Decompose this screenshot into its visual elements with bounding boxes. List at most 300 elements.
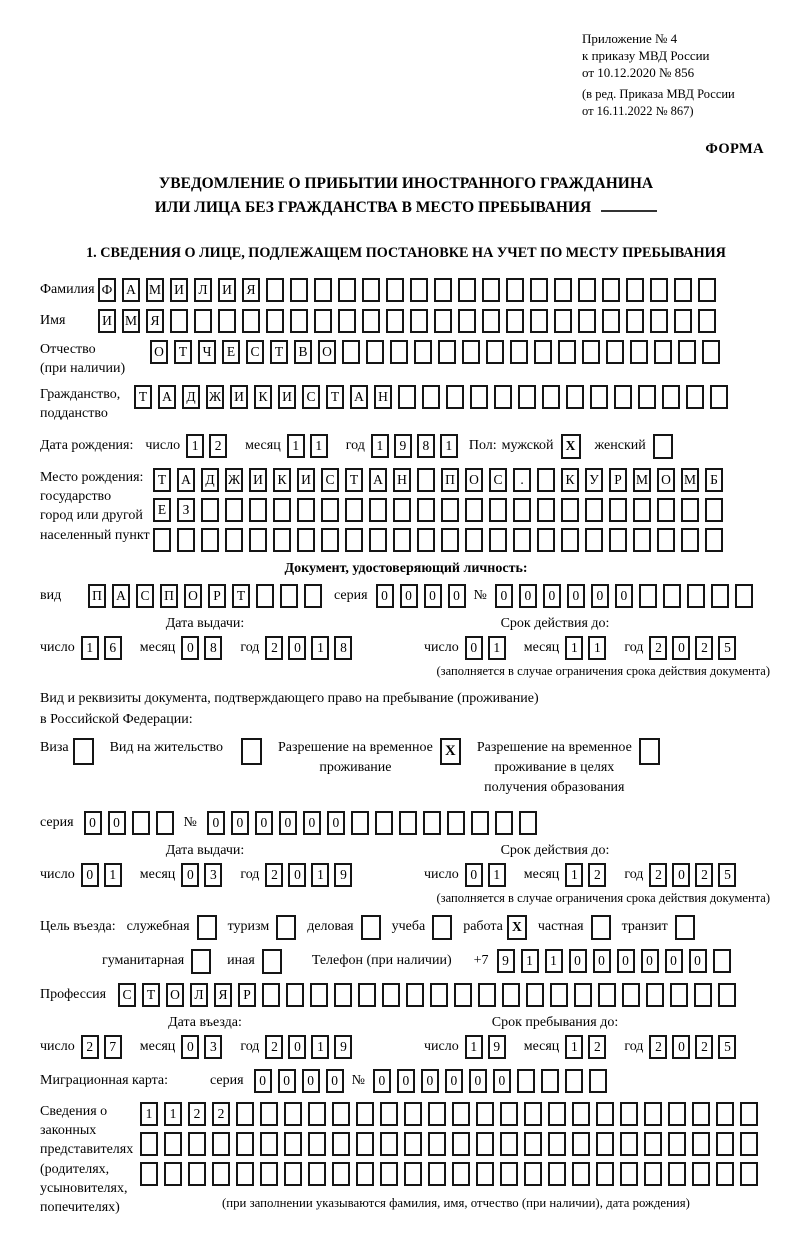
char-cell[interactable]: 2 (695, 636, 713, 660)
char-cell[interactable] (458, 309, 476, 333)
char-cell[interactable] (550, 983, 568, 1007)
char-cell[interactable]: С (246, 340, 264, 364)
char-cell[interactable] (332, 1162, 350, 1186)
char-cell[interactable] (314, 309, 332, 333)
char-cell[interactable] (626, 278, 644, 302)
char-cell[interactable]: О (184, 584, 202, 608)
char-cell[interactable]: 1 (164, 1102, 182, 1126)
char-cell[interactable]: 2 (588, 1035, 606, 1059)
char-cell[interactable]: О (318, 340, 336, 364)
char-cell[interactable] (188, 1162, 206, 1186)
char-cell[interactable] (524, 1132, 542, 1156)
char-cell[interactable]: 0 (376, 584, 394, 608)
char-cell[interactable] (332, 1102, 350, 1126)
char-cell[interactable]: О (465, 468, 483, 492)
char-cell[interactable]: 0 (400, 584, 418, 608)
char-cell[interactable]: 0 (465, 863, 483, 887)
char-cell[interactable] (447, 811, 465, 835)
char-cell[interactable] (386, 278, 404, 302)
char-cell[interactable] (500, 1132, 518, 1156)
char-cell[interactable]: 1 (465, 1035, 483, 1059)
char-cell[interactable] (170, 309, 188, 333)
char-cell[interactable] (399, 811, 417, 835)
char-cell[interactable]: С (321, 468, 339, 492)
char-cell[interactable]: О (657, 468, 675, 492)
char-cell[interactable] (242, 309, 260, 333)
char-cell[interactable]: 1 (186, 434, 204, 458)
char-cell[interactable] (375, 811, 393, 835)
char-cell[interactable]: 2 (265, 1035, 283, 1059)
char-cell[interactable] (441, 528, 459, 552)
char-cell[interactable] (471, 811, 489, 835)
char-cell[interactable]: 0 (108, 811, 126, 835)
char-cell[interactable] (598, 983, 616, 1007)
purpose-other-checkbox[interactable] (262, 949, 282, 974)
char-cell[interactable] (482, 278, 500, 302)
char-cell[interactable]: 9 (334, 863, 352, 887)
char-cell[interactable] (434, 309, 452, 333)
char-cell[interactable] (153, 528, 171, 552)
char-cell[interactable] (362, 309, 380, 333)
char-cell[interactable]: 0 (421, 1069, 439, 1093)
char-cell[interactable] (201, 498, 219, 522)
char-cell[interactable]: 0 (445, 1069, 463, 1093)
char-cell[interactable]: 5 (718, 1035, 736, 1059)
char-cell[interactable]: Р (609, 468, 627, 492)
char-cell[interactable]: М (146, 278, 164, 302)
char-cell[interactable]: 0 (469, 1069, 487, 1093)
char-cell[interactable]: . (513, 468, 531, 492)
char-cell[interactable]: 0 (303, 811, 321, 835)
char-cell[interactable] (519, 811, 537, 835)
char-cell[interactable]: И (278, 385, 296, 409)
char-cell[interactable] (609, 498, 627, 522)
char-cell[interactable]: З (177, 498, 195, 522)
char-cell[interactable] (308, 1132, 326, 1156)
char-cell[interactable]: К (273, 468, 291, 492)
char-cell[interactable] (441, 498, 459, 522)
char-cell[interactable] (446, 385, 464, 409)
char-cell[interactable] (572, 1102, 590, 1126)
char-cell[interactable] (417, 468, 435, 492)
char-cell[interactable]: 0 (591, 584, 609, 608)
char-cell[interactable] (565, 1069, 583, 1093)
char-cell[interactable] (404, 1132, 422, 1156)
char-cell[interactable] (452, 1102, 470, 1126)
char-cell[interactable] (476, 1132, 494, 1156)
char-cell[interactable]: 2 (81, 1035, 99, 1059)
char-cell[interactable] (585, 498, 603, 522)
char-cell[interactable]: 0 (279, 811, 297, 835)
char-cell[interactable] (718, 983, 736, 1007)
char-cell[interactable] (530, 278, 548, 302)
char-cell[interactable]: 0 (181, 863, 199, 887)
char-cell[interactable] (356, 1162, 374, 1186)
purpose-official-checkbox[interactable] (197, 915, 217, 940)
char-cell[interactable] (670, 983, 688, 1007)
char-cell[interactable] (500, 1162, 518, 1186)
char-cell[interactable] (362, 278, 380, 302)
char-cell[interactable] (630, 340, 648, 364)
char-cell[interactable]: Н (374, 385, 392, 409)
char-cell[interactable] (740, 1162, 758, 1186)
char-cell[interactable]: П (88, 584, 106, 608)
char-cell[interactable]: 0 (615, 584, 633, 608)
char-cell[interactable] (678, 340, 696, 364)
char-cell[interactable] (382, 983, 400, 1007)
char-cell[interactable] (297, 528, 315, 552)
char-cell[interactable] (280, 584, 298, 608)
char-cell[interactable] (380, 1102, 398, 1126)
char-cell[interactable]: М (681, 468, 699, 492)
char-cell[interactable]: С (118, 983, 136, 1007)
char-cell[interactable]: И (249, 468, 267, 492)
char-cell[interactable] (530, 309, 548, 333)
temp-residence-checkbox[interactable]: X (440, 738, 461, 765)
char-cell[interactable] (212, 1132, 230, 1156)
char-cell[interactable] (548, 1132, 566, 1156)
char-cell[interactable] (212, 1162, 230, 1186)
char-cell[interactable]: Б (705, 468, 723, 492)
char-cell[interactable] (716, 1132, 734, 1156)
char-cell[interactable] (639, 584, 657, 608)
char-cell[interactable] (510, 340, 528, 364)
char-cell[interactable] (657, 498, 675, 522)
char-cell[interactable] (260, 1132, 278, 1156)
char-cell[interactable] (358, 983, 376, 1007)
char-cell[interactable]: 0 (327, 811, 345, 835)
char-cell[interactable] (518, 385, 536, 409)
char-cell[interactable] (470, 385, 488, 409)
char-cell[interactable]: 0 (665, 949, 683, 973)
char-cell[interactable] (225, 498, 243, 522)
char-cell[interactable]: Т (134, 385, 152, 409)
char-cell[interactable]: Е (222, 340, 240, 364)
char-cell[interactable]: Т (345, 468, 363, 492)
char-cell[interactable] (606, 340, 624, 364)
char-cell[interactable]: 0 (81, 863, 99, 887)
char-cell[interactable]: 2 (209, 434, 227, 458)
char-cell[interactable] (668, 1102, 686, 1126)
char-cell[interactable] (590, 385, 608, 409)
char-cell[interactable] (406, 983, 424, 1007)
char-cell[interactable]: 2 (649, 1035, 667, 1059)
temp-residence-education-checkbox[interactable] (639, 738, 660, 765)
char-cell[interactable] (574, 983, 592, 1007)
char-cell[interactable] (561, 528, 579, 552)
char-cell[interactable]: Д (201, 468, 219, 492)
char-cell[interactable]: 2 (188, 1102, 206, 1126)
char-cell[interactable] (398, 385, 416, 409)
char-cell[interactable] (633, 498, 651, 522)
char-cell[interactable]: 0 (181, 1035, 199, 1059)
char-cell[interactable] (458, 278, 476, 302)
char-cell[interactable] (321, 528, 339, 552)
char-cell[interactable]: 2 (695, 863, 713, 887)
char-cell[interactable] (273, 498, 291, 522)
char-cell[interactable] (266, 278, 284, 302)
char-cell[interactable] (482, 309, 500, 333)
char-cell[interactable] (554, 309, 572, 333)
char-cell[interactable]: 0 (84, 811, 102, 835)
char-cell[interactable] (686, 385, 704, 409)
char-cell[interactable]: Р (208, 584, 226, 608)
char-cell[interactable] (644, 1162, 662, 1186)
char-cell[interactable] (332, 1132, 350, 1156)
sex-female-checkbox[interactable] (653, 434, 673, 459)
char-cell[interactable] (489, 498, 507, 522)
char-cell[interactable] (177, 528, 195, 552)
char-cell[interactable]: Т (174, 340, 192, 364)
char-cell[interactable] (393, 528, 411, 552)
char-cell[interactable] (140, 1162, 158, 1186)
char-cell[interactable] (434, 278, 452, 302)
char-cell[interactable]: 0 (593, 949, 611, 973)
char-cell[interactable] (386, 309, 404, 333)
char-cell[interactable]: 2 (588, 863, 606, 887)
char-cell[interactable] (310, 983, 328, 1007)
char-cell[interactable] (417, 528, 435, 552)
char-cell[interactable]: 0 (569, 949, 587, 973)
char-cell[interactable] (596, 1102, 614, 1126)
char-cell[interactable]: 1 (565, 636, 583, 660)
char-cell[interactable]: И (230, 385, 248, 409)
char-cell[interactable]: 0 (689, 949, 707, 973)
char-cell[interactable] (156, 811, 174, 835)
char-cell[interactable] (537, 528, 555, 552)
purpose-tourism-checkbox[interactable] (276, 915, 296, 940)
char-cell[interactable] (558, 340, 576, 364)
char-cell[interactable] (428, 1102, 446, 1126)
char-cell[interactable]: Л (194, 278, 212, 302)
char-cell[interactable] (681, 498, 699, 522)
char-cell[interactable] (369, 498, 387, 522)
char-cell[interactable]: О (150, 340, 168, 364)
char-cell[interactable]: 1 (310, 434, 328, 458)
char-cell[interactable] (668, 1162, 686, 1186)
char-cell[interactable] (554, 278, 572, 302)
purpose-humanitarian-checkbox[interactable] (191, 949, 211, 974)
char-cell[interactable]: Ф (98, 278, 116, 302)
char-cell[interactable]: П (160, 584, 178, 608)
char-cell[interactable] (266, 309, 284, 333)
char-cell[interactable] (393, 498, 411, 522)
char-cell[interactable] (236, 1162, 254, 1186)
char-cell[interactable]: М (122, 309, 140, 333)
char-cell[interactable] (711, 584, 729, 608)
char-cell[interactable] (342, 340, 360, 364)
char-cell[interactable] (462, 340, 480, 364)
char-cell[interactable] (646, 983, 664, 1007)
char-cell[interactable] (249, 528, 267, 552)
char-cell[interactable] (284, 1132, 302, 1156)
char-cell[interactable]: Т (232, 584, 250, 608)
char-cell[interactable] (465, 498, 483, 522)
char-cell[interactable] (572, 1132, 590, 1156)
char-cell[interactable] (423, 811, 441, 835)
char-cell[interactable] (566, 385, 584, 409)
purpose-study-checkbox[interactable] (432, 915, 452, 940)
char-cell[interactable]: К (561, 468, 579, 492)
char-cell[interactable] (236, 1102, 254, 1126)
char-cell[interactable] (428, 1162, 446, 1186)
char-cell[interactable]: 1 (565, 1035, 583, 1059)
char-cell[interactable]: И (297, 468, 315, 492)
purpose-private-checkbox[interactable] (591, 915, 611, 940)
char-cell[interactable]: 9 (334, 1035, 352, 1059)
char-cell[interactable] (404, 1162, 422, 1186)
char-cell[interactable] (650, 309, 668, 333)
char-cell[interactable] (506, 309, 524, 333)
char-cell[interactable]: 0 (254, 1069, 272, 1093)
char-cell[interactable] (314, 278, 332, 302)
char-cell[interactable] (297, 498, 315, 522)
char-cell[interactable]: С (489, 468, 507, 492)
char-cell[interactable] (494, 385, 512, 409)
char-cell[interactable] (541, 1069, 559, 1093)
char-cell[interactable]: 0 (302, 1069, 320, 1093)
char-cell[interactable] (620, 1102, 638, 1126)
char-cell[interactable] (304, 584, 322, 608)
char-cell[interactable]: 3 (204, 863, 222, 887)
char-cell[interactable] (705, 498, 723, 522)
char-cell[interactable]: Я (214, 983, 232, 1007)
char-cell[interactable]: 1 (81, 636, 99, 660)
purpose-work-checkbox[interactable]: X (507, 915, 527, 940)
char-cell[interactable]: 1 (488, 863, 506, 887)
char-cell[interactable]: 2 (212, 1102, 230, 1126)
char-cell[interactable]: 8 (417, 434, 435, 458)
char-cell[interactable] (537, 468, 555, 492)
char-cell[interactable]: А (122, 278, 140, 302)
char-cell[interactable] (620, 1132, 638, 1156)
char-cell[interactable]: Е (153, 498, 171, 522)
char-cell[interactable] (351, 811, 369, 835)
char-cell[interactable]: Д (182, 385, 200, 409)
char-cell[interactable] (476, 1102, 494, 1126)
char-cell[interactable] (410, 309, 428, 333)
char-cell[interactable]: 1 (565, 863, 583, 887)
char-cell[interactable] (428, 1132, 446, 1156)
char-cell[interactable]: 2 (649, 863, 667, 887)
char-cell[interactable]: П (441, 468, 459, 492)
char-cell[interactable] (286, 983, 304, 1007)
char-cell[interactable] (260, 1102, 278, 1126)
char-cell[interactable]: Т (326, 385, 344, 409)
char-cell[interactable]: 0 (519, 584, 537, 608)
char-cell[interactable]: 1 (488, 636, 506, 660)
char-cell[interactable] (633, 528, 651, 552)
char-cell[interactable]: Л (190, 983, 208, 1007)
char-cell[interactable] (542, 385, 560, 409)
char-cell[interactable] (356, 1132, 374, 1156)
char-cell[interactable] (609, 528, 627, 552)
char-cell[interactable]: 2 (649, 636, 667, 660)
char-cell[interactable] (476, 1162, 494, 1186)
char-cell[interactable] (572, 1162, 590, 1186)
char-cell[interactable] (740, 1102, 758, 1126)
purpose-business-checkbox[interactable] (361, 915, 381, 940)
char-cell[interactable] (506, 278, 524, 302)
char-cell[interactable] (622, 983, 640, 1007)
char-cell[interactable] (654, 340, 672, 364)
char-cell[interactable] (548, 1102, 566, 1126)
char-cell[interactable]: С (302, 385, 320, 409)
char-cell[interactable]: Н (393, 468, 411, 492)
char-cell[interactable] (454, 983, 472, 1007)
char-cell[interactable] (417, 498, 435, 522)
char-cell[interactable] (290, 278, 308, 302)
char-cell[interactable] (710, 385, 728, 409)
purpose-transit-checkbox[interactable] (675, 915, 695, 940)
char-cell[interactable]: 0 (493, 1069, 511, 1093)
char-cell[interactable]: 1 (588, 636, 606, 660)
char-cell[interactable] (502, 983, 520, 1007)
char-cell[interactable] (225, 528, 243, 552)
char-cell[interactable]: И (98, 309, 116, 333)
char-cell[interactable] (657, 528, 675, 552)
char-cell[interactable]: 0 (465, 636, 483, 660)
char-cell[interactable] (694, 983, 712, 1007)
char-cell[interactable] (236, 1132, 254, 1156)
char-cell[interactable]: 0 (288, 863, 306, 887)
char-cell[interactable]: 0 (448, 584, 466, 608)
char-cell[interactable] (345, 498, 363, 522)
char-cell[interactable]: И (218, 278, 236, 302)
char-cell[interactable]: 0 (543, 584, 561, 608)
char-cell[interactable]: 1 (140, 1102, 158, 1126)
char-cell[interactable]: С (136, 584, 154, 608)
char-cell[interactable] (262, 983, 280, 1007)
char-cell[interactable] (338, 278, 356, 302)
char-cell[interactable] (716, 1102, 734, 1126)
char-cell[interactable]: 1 (287, 434, 305, 458)
char-cell[interactable] (620, 1162, 638, 1186)
char-cell[interactable] (284, 1162, 302, 1186)
char-cell[interactable] (249, 498, 267, 522)
char-cell[interactable] (582, 340, 600, 364)
char-cell[interactable] (489, 528, 507, 552)
char-cell[interactable] (681, 528, 699, 552)
char-cell[interactable]: 9 (488, 1035, 506, 1059)
char-cell[interactable] (585, 528, 603, 552)
char-cell[interactable]: 0 (288, 1035, 306, 1059)
char-cell[interactable] (687, 584, 705, 608)
char-cell[interactable] (380, 1132, 398, 1156)
char-cell[interactable] (663, 584, 681, 608)
char-cell[interactable] (692, 1132, 710, 1156)
char-cell[interactable]: Ж (206, 385, 224, 409)
char-cell[interactable]: Ч (198, 340, 216, 364)
residence-permit-checkbox[interactable] (241, 738, 262, 765)
char-cell[interactable] (596, 1162, 614, 1186)
char-cell[interactable]: Т (270, 340, 288, 364)
char-cell[interactable] (674, 278, 692, 302)
char-cell[interactable] (698, 309, 716, 333)
char-cell[interactable]: 5 (718, 636, 736, 660)
char-cell[interactable]: Т (142, 983, 160, 1007)
char-cell[interactable]: А (177, 468, 195, 492)
char-cell[interactable]: 2 (695, 1035, 713, 1059)
char-cell[interactable] (735, 584, 753, 608)
char-cell[interactable]: 2 (265, 863, 283, 887)
char-cell[interactable] (534, 340, 552, 364)
char-cell[interactable] (692, 1162, 710, 1186)
char-cell[interactable] (284, 1102, 302, 1126)
char-cell[interactable]: 0 (207, 811, 225, 835)
char-cell[interactable]: 0 (326, 1069, 344, 1093)
char-cell[interactable]: А (350, 385, 368, 409)
